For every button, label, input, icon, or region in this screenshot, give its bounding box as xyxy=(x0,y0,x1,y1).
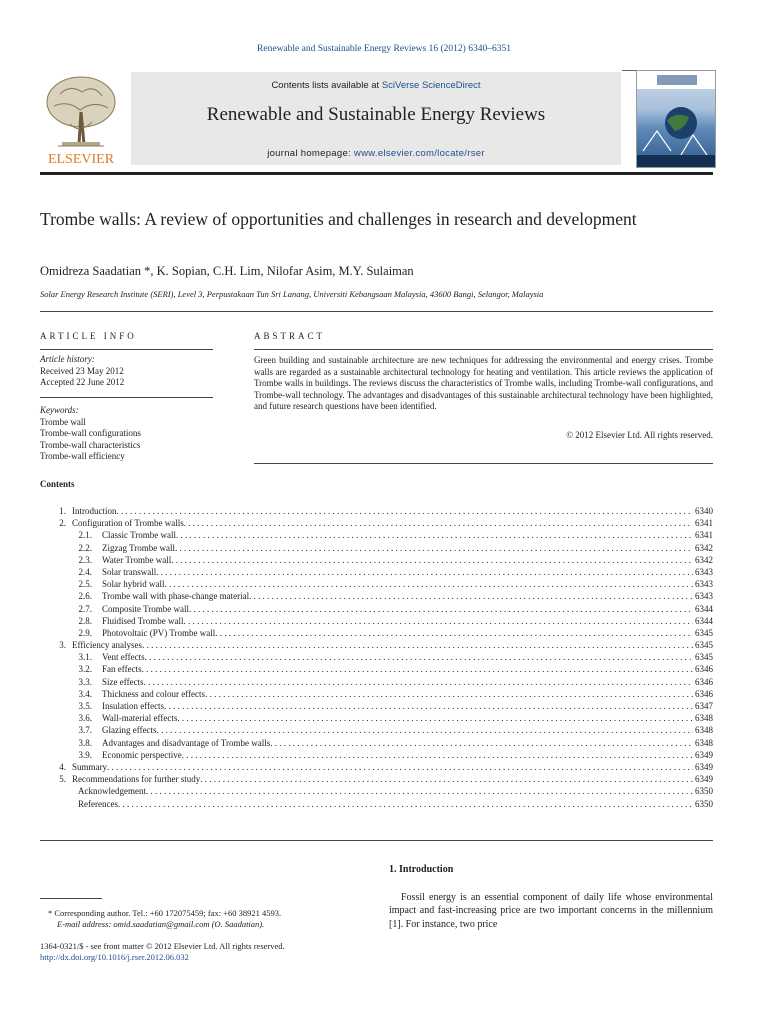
abstract-heading: ABSTRACT xyxy=(254,331,326,341)
footnote xyxy=(40,908,281,930)
toc-entry[interactable] xyxy=(40,761,713,773)
toc-page-number: 6344 xyxy=(695,615,713,626)
toc-label: Composite Trombe wall xyxy=(102,603,190,614)
toc-leader-dots xyxy=(117,505,694,517)
toc-leader-dots xyxy=(215,627,693,639)
toc-entry[interactable] xyxy=(40,517,713,529)
toc-number: 2.3. xyxy=(78,554,92,565)
toc-page-number: 6342 xyxy=(695,542,713,553)
toc-leader-dots xyxy=(249,590,693,602)
toc-page-number: 6346 xyxy=(695,676,713,687)
toc-entry[interactable] xyxy=(40,773,713,785)
toc-number: 2.4. xyxy=(78,566,92,577)
doi-link[interactable]: http://dx.doi.org/10.1016/j.rser.2012.06.032 xyxy=(40,952,189,962)
affiliation: Solar Energy Research Institute (SERI), Level 3, Perpustakaan Tun Sri Lanang, Universiti Kebangsaan Malaysia, 43600 Bangi, Selangor, Malaysia xyxy=(40,289,544,299)
toc-page-number: 6346 xyxy=(695,664,713,675)
toc-label: References xyxy=(78,798,118,809)
issn-line: 1364-0321/$ - see front matter © 2012 Elsevier Ltd. All rights reserved. xyxy=(40,941,285,951)
contents-divider xyxy=(40,840,713,841)
elsevier-logo xyxy=(40,72,122,168)
toc-number: 2.8. xyxy=(78,615,92,626)
toc-entry[interactable] xyxy=(40,529,713,541)
toc-page-number: 6340 xyxy=(695,506,713,516)
keyword: Trombe-wall characteristics xyxy=(40,439,141,450)
toc-label: Vent effects xyxy=(102,652,145,663)
homepage-link[interactable]: www.elsevier.com/locate/rser xyxy=(353,148,485,159)
toc-label: Water Trombe wall xyxy=(102,554,172,565)
corresponding-author-note: * Corresponding author. Tel.: +60 172075459; fax: +60 38921 4593. xyxy=(48,908,282,918)
toc-number: 3. xyxy=(59,640,66,651)
toc-page-number: 6348 xyxy=(695,713,713,724)
email-note: E-mail address: omid.saadatian@gmail.com (O. Saadatian). xyxy=(57,919,265,929)
toc-entry[interactable] xyxy=(40,566,713,578)
toc-page-number: 6345 xyxy=(695,640,713,651)
toc-entry[interactable] xyxy=(40,663,713,675)
toc-number: 3.1. xyxy=(78,652,92,663)
toc-leader-dots xyxy=(156,566,693,578)
keywords-block xyxy=(40,405,141,463)
contents-heading: Contents xyxy=(40,479,75,489)
toc-label: Acknowledgement xyxy=(78,786,146,797)
toc-entry[interactable] xyxy=(40,578,713,590)
journal-cover-image[interactable] xyxy=(636,70,716,168)
toc-number: 3.9. xyxy=(78,749,92,760)
toc-leader-dots xyxy=(205,688,693,700)
received-date: Received 23 May 2012 xyxy=(40,365,124,376)
toc-entry[interactable] xyxy=(40,712,713,724)
toc-label: Economic perspective xyxy=(102,749,182,760)
toc-page-number: 6342 xyxy=(695,554,713,565)
toc-entry[interactable] xyxy=(40,627,713,639)
toc-label: Solar hybrid wall xyxy=(102,579,165,590)
toc-leader-dots xyxy=(189,603,693,615)
toc-number: 2.1. xyxy=(78,530,92,541)
toc-entry[interactable] xyxy=(40,676,713,688)
toc-number: 3.7. xyxy=(78,725,92,736)
tree-icon xyxy=(47,77,115,146)
toc-page-number: 6341 xyxy=(695,518,713,529)
toc-number: 3.8. xyxy=(78,737,92,748)
toc-page-number: 6349 xyxy=(695,749,713,760)
toc-number xyxy=(40,798,78,810)
toc-label: Configuration of Trombe walls xyxy=(72,518,184,529)
toc-label: Trombe wall with phase-change material xyxy=(102,591,250,602)
toc-leader-dots xyxy=(142,639,693,651)
toc-number: 3.4. xyxy=(78,688,92,699)
toc-page-number: 6344 xyxy=(695,603,713,614)
journal-citation-link[interactable]: Renewable and Sustainable Energy Reviews 16 (2012) 6340–6351 xyxy=(257,44,511,54)
article-history xyxy=(40,354,124,389)
toc-leader-dots xyxy=(144,676,693,688)
toc-entry[interactable] xyxy=(40,590,713,602)
toc-leader-dots xyxy=(184,615,693,627)
toc-entry[interactable] xyxy=(40,505,713,517)
toc-leader-dots xyxy=(184,517,693,529)
toc-label: Classic Trombe wall xyxy=(102,530,177,541)
toc-leader-dots xyxy=(164,700,693,712)
toc-number: 4. xyxy=(59,761,66,772)
toc-number: 1. xyxy=(59,506,66,516)
toc-leader-dots xyxy=(145,651,693,663)
toc-page-number: 6343 xyxy=(695,579,713,590)
toc-page-number: 6343 xyxy=(695,591,713,602)
toc-page-number: 6347 xyxy=(695,701,713,711)
toc-page-number: 6350 xyxy=(695,798,713,809)
toc-leader-dots xyxy=(171,554,693,566)
toc-entry[interactable] xyxy=(40,542,713,554)
toc-number: 2.5. xyxy=(78,579,92,590)
toc-number xyxy=(40,785,78,797)
toc-entry[interactable] xyxy=(40,700,713,712)
toc-leader-dots xyxy=(165,578,694,590)
toc-entry[interactable] xyxy=(40,785,713,797)
toc-leader-dots xyxy=(146,785,693,797)
toc-number: 3.6. xyxy=(78,713,92,724)
contents-prefix: Contents lists available at xyxy=(271,80,382,91)
journal-title: Renewable and Sustainable Energy Reviews xyxy=(206,104,546,125)
introduction-heading: 1. Introduction xyxy=(389,864,454,875)
abstract-divider xyxy=(254,349,713,350)
toc-entry[interactable] xyxy=(40,798,713,810)
toc-leader-dots xyxy=(142,663,693,675)
toc-page-number: 6348 xyxy=(695,737,713,748)
keyword: Trombe-wall efficiency xyxy=(40,451,125,461)
toc-label: Zigzag Trombe wall xyxy=(102,542,175,553)
logo-text: ELSEVIER xyxy=(47,152,115,167)
toc-entry[interactable] xyxy=(40,639,713,651)
toc-label: Recommendations for further study xyxy=(72,774,201,785)
footnote-divider xyxy=(40,898,102,899)
toc-label: Wall-material effects xyxy=(102,713,178,724)
toc-number: 3.3. xyxy=(78,676,92,687)
toc-page-number: 6343 xyxy=(695,566,713,577)
toc-leader-dots xyxy=(175,542,693,554)
article-info-heading: ARTICLE INFO xyxy=(40,331,137,341)
toc-label: Fluidised Trombe wall xyxy=(102,615,184,626)
toc-leader-dots xyxy=(107,761,693,773)
toc-label: Fan effects xyxy=(102,664,142,675)
toc-label: Advantages and disadvantage of Trombe walls xyxy=(102,737,271,748)
toc-label: Glazing effects xyxy=(102,725,157,736)
toc-leader-dots xyxy=(182,749,693,761)
toc-label: Photovoltaic (PV) Trombe wall xyxy=(102,627,216,638)
author-list: Omidreza Saadatian *, K. Sopian, C.H. Lim, Nilofar Asim, M.Y. Sulaiman xyxy=(40,264,414,278)
contents-available-line xyxy=(131,80,621,91)
toc-number: 2.2. xyxy=(78,542,92,553)
toc-entry[interactable] xyxy=(40,724,713,736)
toc-leader-dots xyxy=(177,712,693,724)
toc-label: Thickness and colour effects xyxy=(102,688,206,699)
toc-page-number: 6346 xyxy=(695,688,713,699)
toc-page-number: 6345 xyxy=(695,652,713,663)
history-label: Article history: xyxy=(40,354,95,364)
toc-number: 3.5. xyxy=(78,701,92,711)
affiliation-divider xyxy=(40,311,713,312)
toc-leader-dots xyxy=(270,737,693,749)
toc-entry[interactable] xyxy=(40,603,713,615)
toc-leader-dots xyxy=(200,773,693,785)
toc-page-number: 6350 xyxy=(695,786,713,797)
abstract-bottom-divider xyxy=(254,463,713,464)
journal-header xyxy=(131,72,621,165)
toc-number: 2.9. xyxy=(78,627,92,638)
paper-title: Trombe walls: A review of opportunities and challenges in research and development xyxy=(40,209,637,229)
toc-number: 3.2. xyxy=(78,664,92,675)
article-info-divider xyxy=(40,349,213,350)
toc-entry[interactable] xyxy=(40,749,713,761)
keywords-label: Keywords: xyxy=(40,405,79,415)
toc-label: Efficiency analyses xyxy=(72,640,143,651)
issn-block xyxy=(40,941,285,963)
toc-number: 2.7. xyxy=(78,603,92,614)
toc-label: Solar transwall xyxy=(102,566,157,577)
toc-entry[interactable] xyxy=(40,554,713,566)
keyword: Trombe-wall configurations xyxy=(40,428,141,438)
toc-page-number: 6341 xyxy=(695,530,713,541)
toc-page-number: 6348 xyxy=(695,725,713,736)
toc-number: 5. xyxy=(59,774,66,785)
homepage-line xyxy=(131,148,621,159)
toc-label: Summary xyxy=(72,761,107,772)
header-divider xyxy=(40,172,713,175)
toc-page-number: 6345 xyxy=(695,627,713,638)
toc-leader-dots xyxy=(157,724,693,736)
sciencedirect-link[interactable]: SciVerse ScienceDirect xyxy=(381,80,481,91)
toc-label: Introduction xyxy=(72,506,117,516)
toc-entry[interactable] xyxy=(40,651,713,663)
toc-label: Size effects xyxy=(102,676,144,687)
toc-entry[interactable] xyxy=(40,688,713,700)
introduction-text: Fossil energy is an essential component of daily life whose environmental impact and fast-increasing price are two important concerns in the millennium [1]. For instance, two price xyxy=(389,892,713,930)
toc-entry[interactable] xyxy=(40,615,713,627)
abstract-copyright: © 2012 Elsevier Ltd. All rights reserved. xyxy=(566,430,713,440)
accepted-date: Accepted 22 June 2012 xyxy=(40,377,125,387)
table-of-contents xyxy=(40,505,713,810)
abstract-text: Green building and sustainable architecture are new techniques for addressing the environmental and energy crises. Trombe walls are regarded as a sustainable architectural technology for heating and ventilation. This article reviews the application of Trombe walls in buildings. The reviews discuss the characteristics of Trombe walls, including Trombe-wall configurations, and Trombe-wall technology. The advantages and disadvantages of this sustainable architectural technology have been highlighted, and future research questions have been identified. xyxy=(254,355,713,411)
toc-leader-dots xyxy=(176,529,693,541)
keyword: Trombe wall xyxy=(40,416,86,427)
homepage-prefix: journal homepage: xyxy=(267,148,354,159)
toc-number: 2. xyxy=(59,518,66,529)
toc-page-number: 6349 xyxy=(695,761,713,772)
toc-leader-dots xyxy=(118,798,693,810)
history-divider xyxy=(40,397,213,398)
toc-page-number: 6349 xyxy=(695,774,713,785)
toc-label: Insulation effects xyxy=(102,701,165,711)
toc-entry[interactable] xyxy=(40,737,713,749)
toc-number: 2.6. xyxy=(78,591,92,602)
